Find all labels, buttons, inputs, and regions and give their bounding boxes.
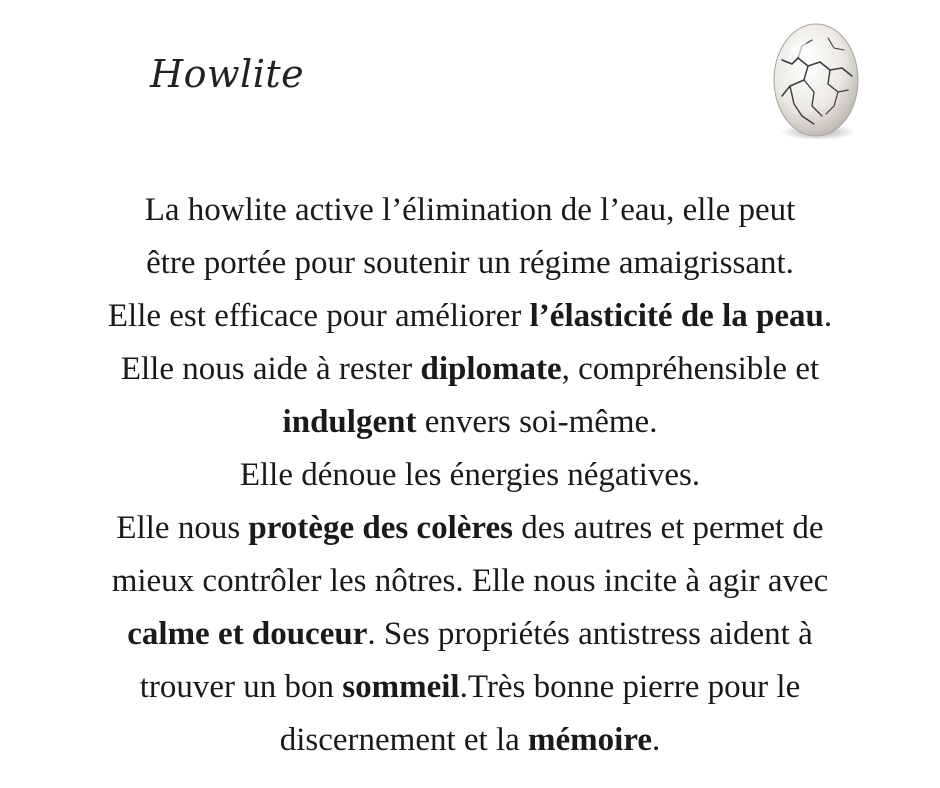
body-text: des autres et permet de [512, 510, 824, 546]
body-text: discernement et la [279, 722, 529, 758]
body-text: , compréhensible et [561, 351, 820, 387]
page-title: Howlite [150, 52, 305, 96]
body-text: Elle nous [116, 510, 249, 546]
body-text: mieux contrôler les nôtres. Elle nous incite à agir avec [111, 563, 829, 599]
body-text: être portée pour soutenir un régime amaigrissant. [146, 245, 794, 281]
body-text: Elle est efficace pour améliorer [107, 298, 530, 334]
description-line [40, 184, 900, 237]
body-text: trouver un bon [139, 669, 343, 705]
highlight-text: diplomate [420, 351, 562, 387]
body-text: .Très bonne pierre pour le [459, 669, 801, 705]
body-text: . [652, 722, 661, 758]
description-line [40, 555, 900, 608]
description-line [40, 608, 900, 661]
description-line [40, 661, 900, 714]
highlight-text: l’élasticité de la peau [529, 298, 824, 334]
description-line [40, 343, 900, 396]
body-text: envers soi-même. [416, 404, 658, 440]
description-line [40, 396, 900, 449]
description-line [40, 449, 900, 502]
body-text: La howlite active l’élimination de l’eau, elle peut [144, 192, 796, 228]
highlight-text: sommeil [342, 669, 460, 705]
body-text: Elle dénoue les énergies négatives. [239, 457, 701, 493]
body-text: . Ses propriétés antistress aident à [367, 616, 813, 652]
highlight-text: indulgent [282, 404, 417, 440]
body-text: . [823, 298, 833, 334]
body-text: Elle nous aide à rester [120, 351, 421, 387]
highlight-text: protège des colères [248, 510, 513, 546]
description-line [40, 237, 900, 290]
description-line [40, 502, 900, 555]
highlight-text: calme et douceur [127, 616, 368, 652]
description-line [40, 714, 900, 767]
description-text [40, 184, 900, 767]
howlite-stone-image [768, 20, 864, 144]
description-line [40, 290, 900, 343]
highlight-text: mémoire [528, 722, 653, 758]
